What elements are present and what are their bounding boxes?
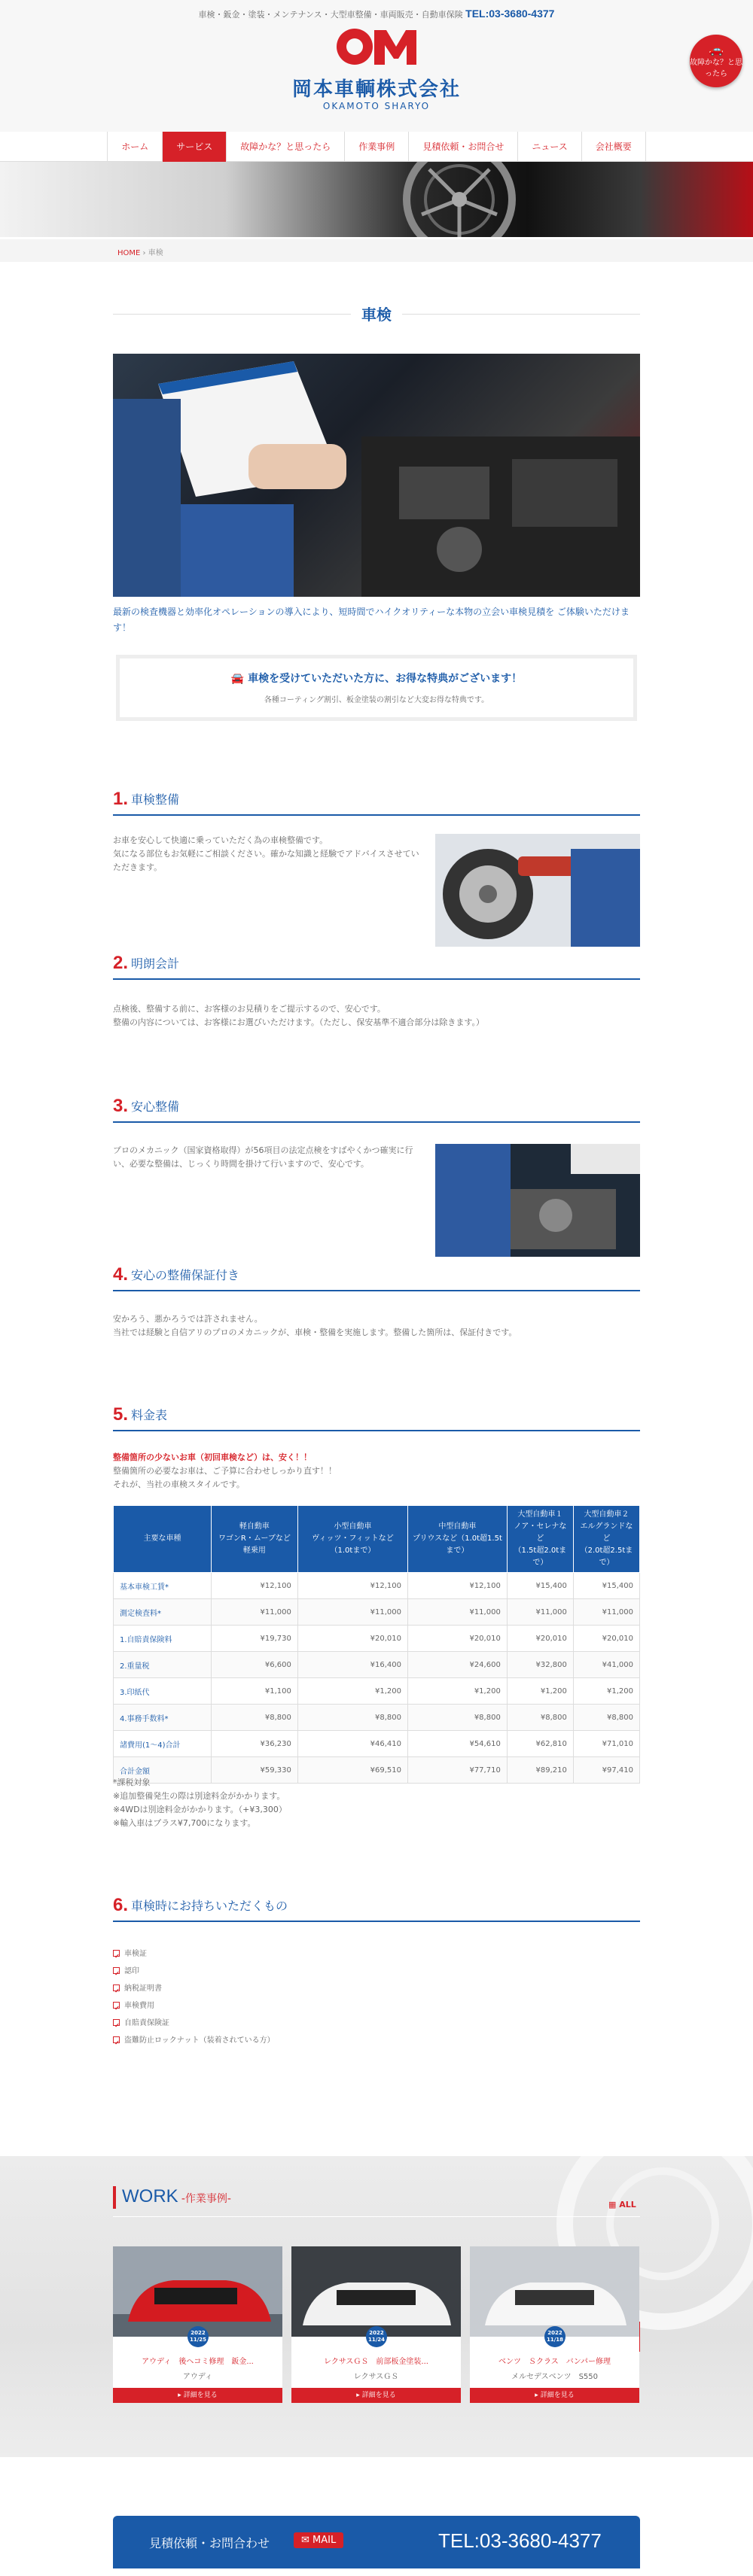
checkbox-icon (113, 2019, 120, 2026)
required-items-list (113, 1945, 275, 2049)
section-text-2: 点検後、整備する前に、お客様のお見積りをご提示するので、安心です。 整備の内容については、お客様にお選びいただけます。（ただし、保安基準不適合部分は除きます。） (113, 1004, 485, 1027)
help-badge-button[interactable] (690, 35, 742, 87)
section-photo-engine (435, 1144, 640, 1257)
arrow-right-icon: ▸ (535, 2392, 541, 2399)
section-heading-4: 4. 安心の整備保証付き (113, 1264, 640, 1291)
table-row (114, 1678, 640, 1705)
fee-cell: ¥1,200 (297, 1678, 407, 1705)
work-card-subtitle: メルセデスベンツ S550 (511, 2373, 599, 2381)
company-logo[interactable] (335, 27, 418, 66)
work-card-photo (291, 2246, 461, 2337)
table-row (114, 1626, 640, 1652)
work-heading: WORK -作業事例- (113, 2186, 231, 2209)
list-item: ✔納税証明書 (113, 1980, 275, 1997)
page-title-block (113, 303, 640, 325)
fee-cell: ¥1,200 (573, 1678, 639, 1705)
breadcrumb (0, 239, 753, 262)
fee-cell: ¥1,100 (212, 1678, 298, 1705)
work-card[interactable] (291, 2246, 461, 2403)
work-card-date: 2022 11/18 (544, 2326, 566, 2347)
header-tel-link[interactable]: TEL:03-3680-4377 (465, 8, 555, 20)
work-card-detail-button[interactable]: ▸ 詳細を見る (470, 2388, 639, 2403)
fee-cell: ¥36,230 (212, 1731, 298, 1757)
fee-cell: ¥20,010 (297, 1626, 407, 1652)
site-header (0, 0, 753, 132)
fee-cell: ¥12,100 (212, 1573, 298, 1599)
car-icon: 🚘 (230, 673, 245, 685)
fee-cell: ¥12,100 (408, 1573, 508, 1599)
list-item: ✔車検証 (113, 1945, 275, 1963)
nav-item-contact[interactable]: 見積依頼・お問合せ (408, 132, 517, 162)
arrow-right-icon: ▸ (178, 2392, 184, 2399)
arrow-right-icon: ▸ (356, 2392, 362, 2399)
fee-cell: ¥20,010 (573, 1626, 639, 1652)
fee-cell: ¥24,600 (408, 1652, 508, 1678)
breadcrumb-current: 車検 (148, 249, 163, 257)
section-heading-2: 2. 明朗会計 (113, 953, 640, 980)
fee-cell: ¥54,610 (408, 1731, 508, 1757)
fee-row-label: 諸費用(1〜4)合計 (114, 1731, 212, 1757)
work-all-link[interactable]: ▦ ALL (608, 2200, 636, 2210)
mail-button[interactable]: ✉ MAIL (294, 2532, 343, 2548)
work-card-title[interactable]: アウディ 後ヘコミ修理 鈑金... (142, 2358, 254, 2366)
table-row (114, 1705, 640, 1731)
fee-cell: ¥16,400 (297, 1652, 407, 1678)
fee-row-label: 1.自賠責保険料 (114, 1626, 212, 1652)
section-heading-5: 5. 料金表 (113, 1404, 640, 1431)
fee-row-label: 合計金額 (114, 1757, 212, 1784)
work-card-detail-button[interactable]: ▸ 詳細を見る (113, 2388, 282, 2403)
breadcrumb-home-link[interactable]: HOME (117, 249, 141, 257)
fee-cell: ¥41,000 (573, 1652, 639, 1678)
hero-banner-image (0, 162, 753, 237)
fee-cell: ¥8,800 (573, 1705, 639, 1731)
checkbox-icon (113, 1984, 120, 1991)
work-card-subtitle: レクサスＧＳ (353, 2373, 399, 2381)
section-text-3: プロのメカニック（国家資格取得）が56項目の法定点検をすばやくかつ確実に行い、必要な整備は、じっくり時間を掛けて行いますので、安心です。 (113, 1145, 413, 1169)
table-row (114, 1573, 640, 1599)
fee-row-label: 基本車検工賃* (114, 1573, 212, 1599)
mail-icon: ✉ (301, 2535, 313, 2546)
work-card-detail-button[interactable]: ▸ 詳細を見る (291, 2388, 461, 2403)
fee-notes: *課税対象 ※追加整備発生の際は別途料金がかかります。 ※4WDは別途料金がかかります。（+¥3,300） ※輸入車はプラス¥7,700になります。 (113, 1778, 287, 1828)
fee-cell: ¥11,000 (408, 1599, 508, 1626)
main-nav (0, 132, 753, 162)
fee-row-label: 2.重量税 (114, 1652, 212, 1678)
inspection-photo (113, 354, 640, 597)
fee-lead: 整備箇所の少ないお車（初回車検など）は、安く！！ 整備箇所の必要なお車は、ご予算に合わせしっかり直す！！ それが、当社の車検スタイルです。 (113, 1452, 337, 1489)
fee-cell: ¥11,000 (212, 1599, 298, 1626)
contact-label: 見積依頼・お問合わせ (149, 2536, 270, 2550)
list-item: ✔盗難防止ロックナット（装着されている方） (113, 2032, 275, 2049)
fee-cell: ¥19,730 (212, 1626, 298, 1652)
section-heading-1: 1. 車検整備 (113, 789, 640, 816)
intro-text: 最新の検査機器と効率化オペレーションの導入により、短時間でハイクオリティーな本物の立会い車検見積を ご体験いただけます！ (113, 607, 630, 633)
nav-item-works[interactable]: 作業事例 (344, 132, 408, 162)
fee-cell: ¥77,710 (408, 1757, 508, 1784)
list-item: ✔認印 (113, 1963, 275, 1980)
work-card-date: 2022 11/25 (187, 2326, 209, 2347)
fee-cell: ¥1,200 (507, 1678, 573, 1705)
promo-title: 🚘 車検を受けていただいた方に、お得な特典がございます！ (230, 673, 523, 685)
fee-cell: ¥69,510 (297, 1757, 407, 1784)
work-card-date: 2022 11/24 (366, 2326, 387, 2347)
fee-cell: ¥62,810 (507, 1731, 573, 1757)
section-text-4: 安かろう、悪かろうでは許されません。 当社では経験と自信アリのプロのメカニックが、車検・整備を実施します。整備した箇所は、保証付きです。 (113, 1314, 517, 1337)
fee-cell: ¥97,410 (573, 1757, 639, 1784)
breadcrumb-separator: › (142, 249, 146, 257)
checkbox-icon (113, 1967, 120, 1974)
section-heading-6: 6. 車検時にお持ちいただくもの (113, 1895, 640, 1922)
list-item: ✔自賠責保険証 (113, 2015, 275, 2032)
fee-cell: ¥12,100 (297, 1573, 407, 1599)
section-photo-wheel (435, 834, 640, 947)
company-name-jp: 岡本車輌株式会社 (291, 78, 461, 101)
nav-item-company[interactable]: 会社概要 (581, 132, 646, 162)
fee-cell: ¥6,600 (212, 1652, 298, 1678)
fee-row-label: 測定検査料* (114, 1599, 212, 1626)
nav-item-trouble[interactable]: 故障かな？と思ったら (226, 132, 344, 162)
car-icon: 🚗 (709, 42, 724, 56)
fee-row-label: 4.事務手数料* (114, 1705, 212, 1731)
page-title: 車検 (113, 303, 640, 324)
promo-subtitle: 各種コーティング割引、板金塗装の割引など大変お得な特典です。 (264, 696, 489, 704)
fee-cell: ¥8,800 (297, 1705, 407, 1731)
fee-cell: ¥8,800 (507, 1705, 573, 1731)
checkbox-icon (113, 1950, 120, 1957)
nav-item-home[interactable]: ホーム (107, 132, 162, 162)
fee-cell: ¥11,000 (573, 1599, 639, 1626)
fee-cell: ¥59,330 (212, 1757, 298, 1784)
header-tagline (0, 8, 753, 20)
table-row (114, 1599, 640, 1626)
work-card-subtitle: アウディ (182, 2373, 213, 2381)
nav-item-service[interactable]: サービス (162, 132, 226, 162)
table-row (114, 1731, 640, 1757)
fee-cell: ¥8,800 (408, 1705, 508, 1731)
fee-row-label: 3.印紙代 (114, 1678, 212, 1705)
promo-box (116, 655, 637, 721)
work-divider (113, 2216, 640, 2217)
contact-tel-link[interactable]: TEL:03-3680-4377 (438, 2529, 602, 2552)
checkbox-icon (113, 2036, 120, 2043)
fee-cell: ¥11,000 (507, 1599, 573, 1626)
work-card-title[interactable]: ベンツ Ｓクラス バンパー修理 (498, 2358, 611, 2366)
fee-cell: ¥46,410 (297, 1731, 407, 1757)
work-card-photo (470, 2246, 639, 2337)
table-row (114, 1652, 640, 1678)
fee-cell: ¥8,800 (212, 1705, 298, 1731)
fee-cell: ¥15,400 (507, 1573, 573, 1599)
fee-cell: ¥71,010 (573, 1731, 639, 1757)
fee-cell: ¥89,210 (507, 1757, 573, 1784)
checkbox-icon (113, 2002, 120, 2009)
work-card-photo (113, 2246, 282, 2337)
work-card[interactable] (470, 2246, 639, 2403)
fee-cell: ¥20,010 (408, 1626, 508, 1652)
list-item: ✔車検費用 (113, 1997, 275, 2015)
section-text-1: お車を安心して快適に乗っていただく為の車検整備です。 気になる部位もお気軽にご相談ください。確かな知識と経験でアドバイスさせていただきます。 (113, 835, 419, 872)
work-section (0, 2156, 753, 2457)
help-badge-label: 故障かな？と思ったら (690, 59, 742, 78)
contact-bar (113, 2516, 640, 2568)
fee-cell: ¥32,800 (507, 1652, 573, 1678)
fee-cell: ¥1,200 (408, 1678, 508, 1705)
fee-cell: ¥20,010 (507, 1626, 573, 1652)
tagline-text: 車検・鈑金・塗装・メンテナンス・大型車整備・車両販売・自動車保険 (198, 10, 463, 20)
company-name-en: OKAMOTO SHARYO (322, 101, 431, 111)
work-card-title[interactable]: レクサスＧＳ 前部板金塗装... (324, 2358, 428, 2366)
work-card[interactable] (113, 2246, 282, 2403)
fee-cell: ¥11,000 (297, 1599, 407, 1626)
fee-table (113, 1505, 640, 1784)
grid-icon: ▦ (608, 2200, 617, 2210)
fee-cell: ¥15,400 (573, 1573, 639, 1599)
nav-item-news[interactable]: ニュース (517, 132, 581, 162)
fee-table-header: 主要な車種 軽自動車 ワゴンR・ムーブなど軽乗用 小型自動車 ヴィッツ・フィットなど（1.0tまで） 中型自動車 プリウスなど（1.0t超1.5tまで） 大型自動車１ ノア・セレナなど （1.5t超2.0tまで） 大型自動車２ エルグランドなど （2.0t超2.5tまで） (114, 1506, 640, 1573)
section-heading-3: 3. 安心整備 (113, 1096, 640, 1123)
